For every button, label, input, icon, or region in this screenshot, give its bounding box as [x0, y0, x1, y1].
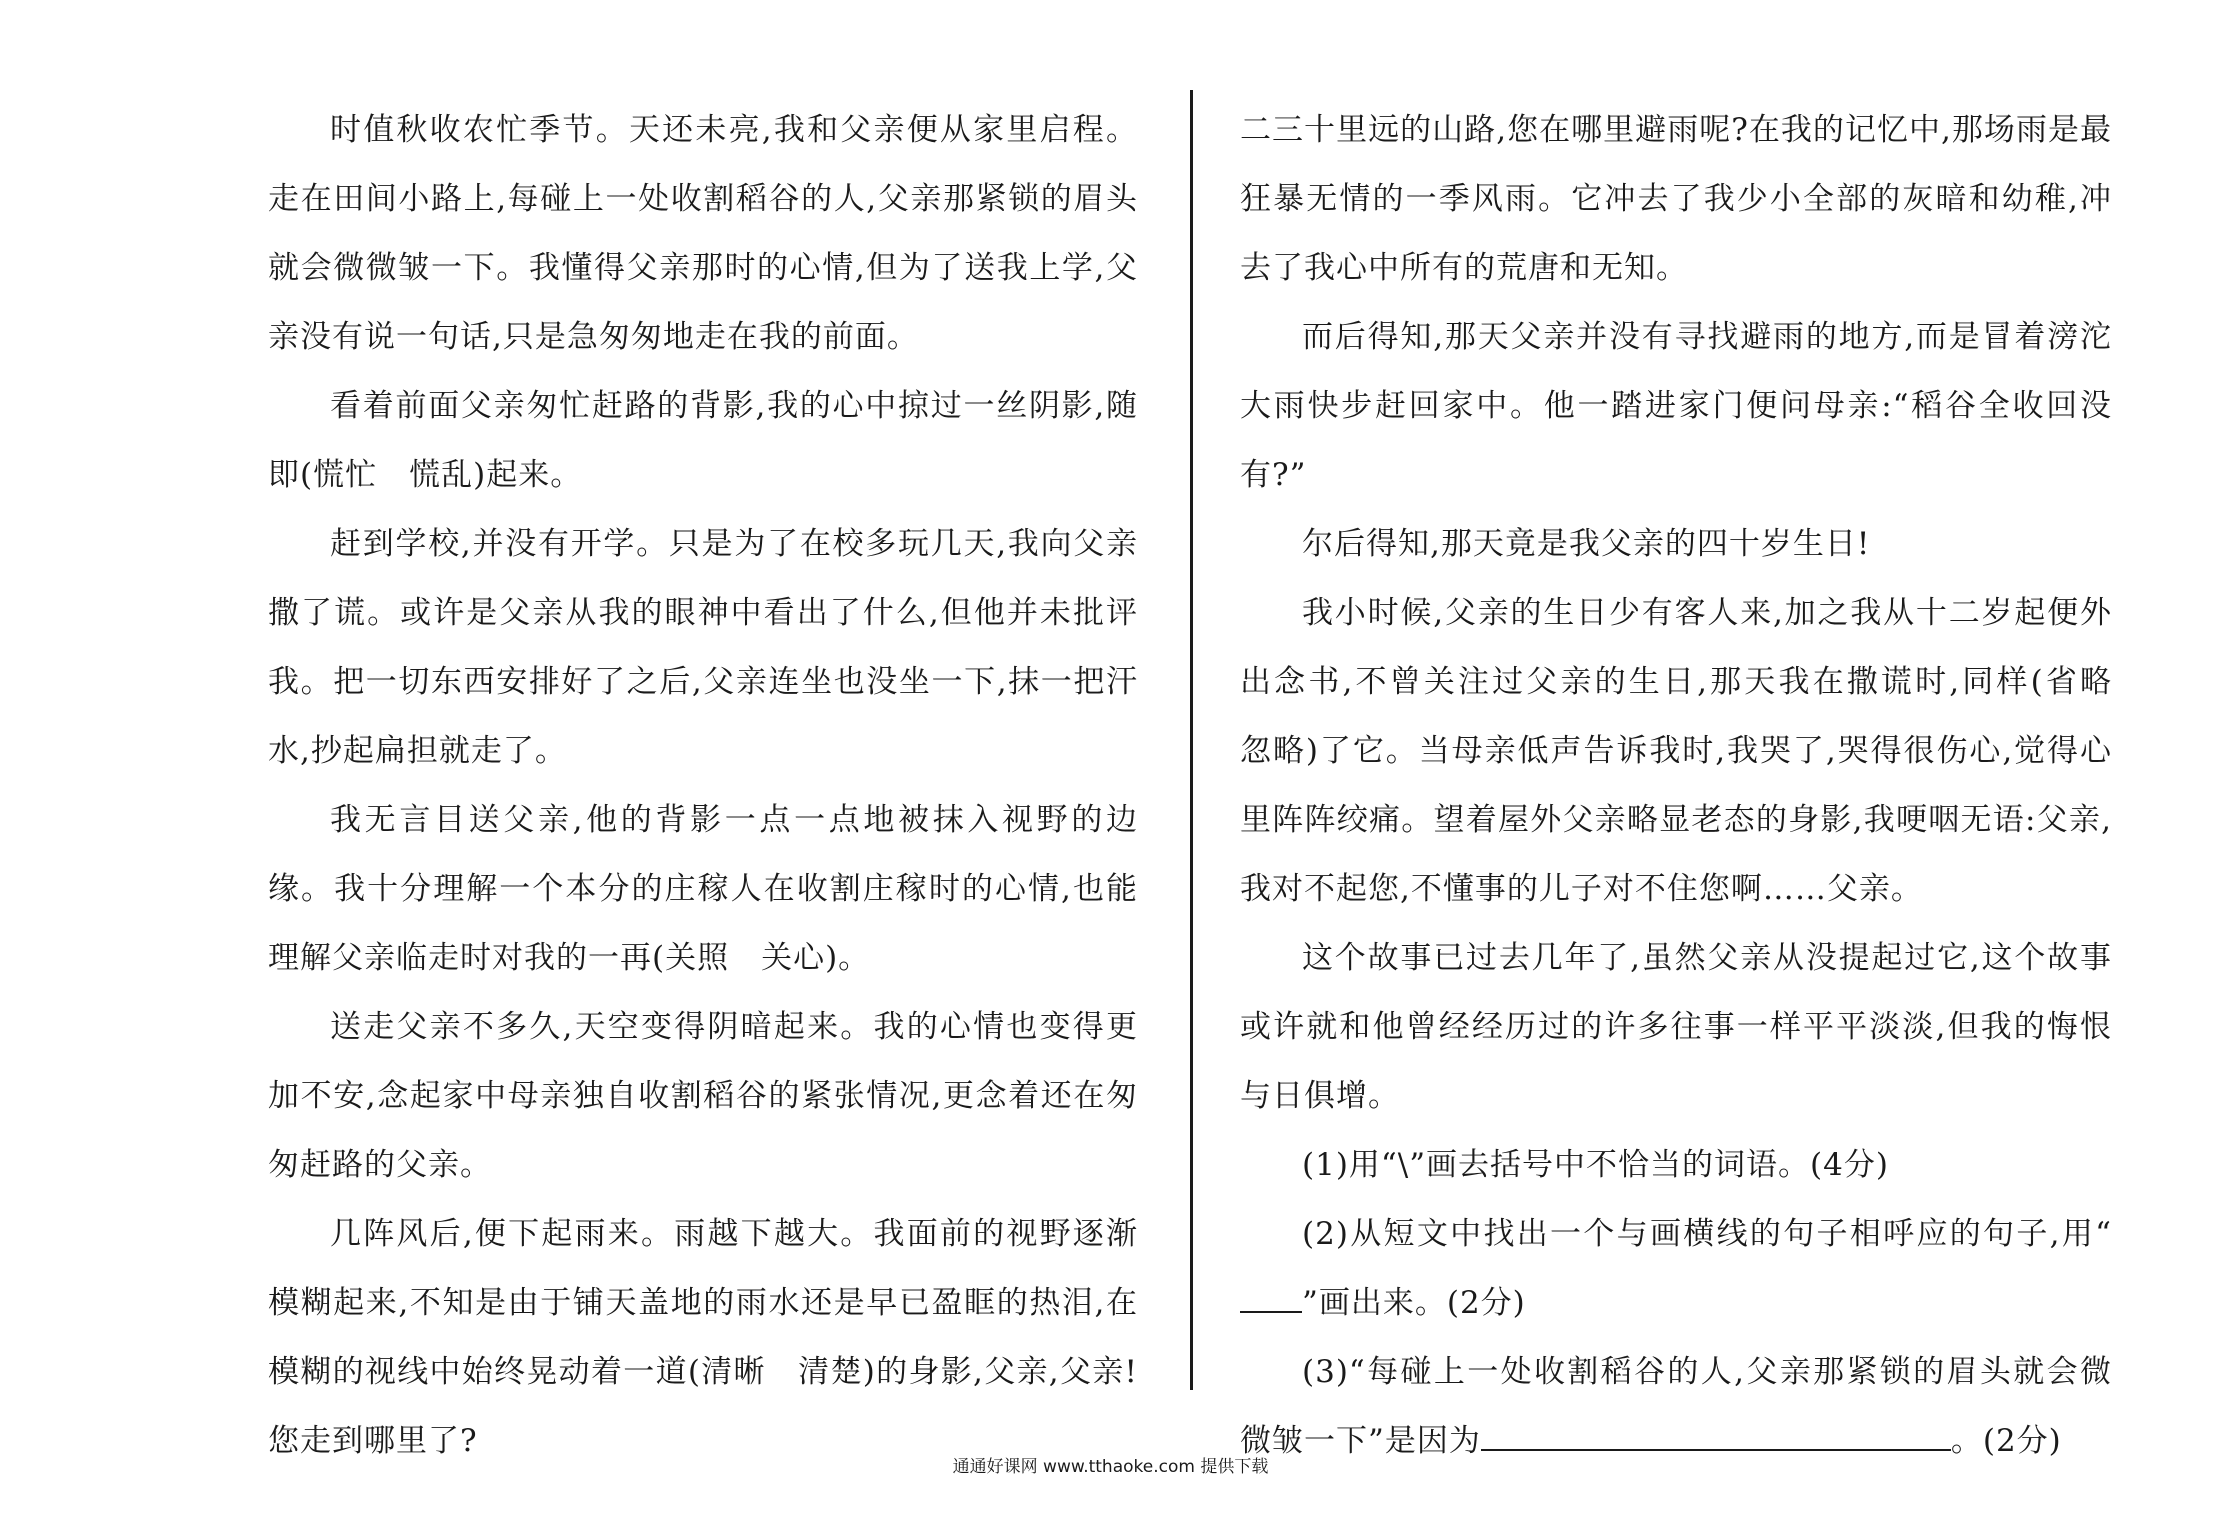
right-paragraph-4: 我小时候,父亲的生日少有客人来,加之我从十二岁起便外出念书,不曾关注过父亲的生日,那天我在撒谎时,同样(省略 忽略)了它。当母亲低声告诉我时,我哭了,哭得很伤心,觉得心里阵阵绞痛。望着屋外父亲略显老态的身影,我哽咽无语:父亲,我对不起您,不懂事的儿子对不住您啊……父亲。: [1240, 595, 2144, 907]
question-2: [1240, 1200, 2112, 1338]
left-paragraph-3: 赶到学校,并没有开学。只是为了在校多玩几天,我向父亲撒了谎。或许是父亲从我的眼神中看出了什么,但他并未批评我。把一切东西安排好了之后,父亲连坐也没坐一下,抹一把汗水,抄起扁担就走了。: [268, 526, 1138, 769]
question-3-text-before: (3)“每碰上一处收割稻谷的人,父亲那紧锁的眉头就会微微皱一下”是因为: [1240, 1354, 2112, 1459]
left-paragraph-2: 看着前面父亲匆忙赶路的背影,我的心中掠过一丝阴影,随即(慌忙 慌乱)起来。: [268, 388, 1138, 493]
right-paragraph-5: 这个故事已过去几年了,虽然父亲从没提起过它,这个故事或许就和他曾经经历过的许多往事一样平平淡淡,但我的悔恨与日俱增。: [1240, 940, 2112, 1114]
question-1: (1)用“\”画去括号中不恰当的词语。(4分): [1302, 1147, 1889, 1183]
answer-blank-long[interactable]: [1481, 1423, 1951, 1451]
question-2-text-before: (2)从短文中找出一个与画横线的句子相呼应的句子,用“: [1302, 1216, 2112, 1252]
left-paragraph-6: 几阵风后,便下起雨来。雨越下越大。我面前的视野逐渐模糊起来,不知是由于铺天盖地的雨水还是早已盈眶的热泪,在模糊的视线中始终晃动着一道(清晰 清楚)的身影,父亲,父亲!您走到哪里了?: [268, 1216, 1138, 1459]
left-column: [268, 96, 1138, 1476]
right-paragraph-3: 尔后得知,那天竟是我父亲的四十岁生日!: [1302, 526, 1871, 562]
page-footer: 通通好课网 www.tthaoke.com 提供下载: [952, 1457, 1269, 1477]
left-paragraph-1: 时值秋收农忙季节。天还未亮,我和父亲便从家里启程。走在田间小路上,每碰上一处收割稻谷的人,父亲那紧锁的眉头就会微微皱一下。我懂得父亲那时的心情,但为了送我上学,父亲没有说一句话,只是急匆匆地走在我的前面。: [268, 112, 1138, 355]
column-divider: [1190, 90, 1193, 1390]
right-paragraph-2: 而后得知,那天父亲并没有寻找避雨的地方,而是冒着滂沱大雨快步赶回家中。他一踏进家门便问母亲:“稻谷全收回没有?”: [1240, 319, 2112, 493]
answer-blank-short[interactable]: [1240, 1285, 1302, 1313]
question-2-text-after: ”画出来。(2分): [1302, 1285, 1526, 1321]
right-column: [1240, 96, 2144, 1476]
left-paragraph-4: 我无言目送父亲,他的背影一点一点地被抹入视野的边缘。我十分理解一个本分的庄稼人在收割庄稼时的心情,也能理解父亲临走时对我的一再(关照 关心)。: [268, 802, 1138, 976]
left-paragraph-5: 送走父亲不多久,天空变得阴暗起来。我的心情也变得更加不安,念起家中母亲独自收割稻谷的紧张情况,更念着还在匆匆赶路的父亲。: [268, 1009, 1138, 1183]
right-paragraph-1: 二三十里远的山路,您在哪里避雨呢?在我的记忆中,那场雨是最狂暴无情的一季风雨。它冲去了我少小全部的灰暗和幼稚,冲去了我心中所有的荒唐和无知。: [1240, 112, 2112, 286]
question-3-text-after: 。(2分): [1950, 1423, 2062, 1459]
